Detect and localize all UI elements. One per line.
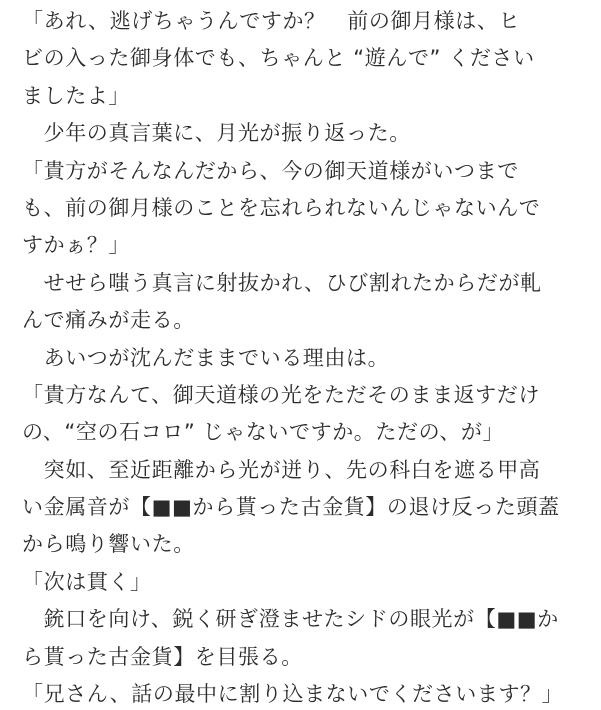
text-line-19: 「兄さん、話の最中に割り込まないでくださいます？」 [22,682,564,707]
text-line-7: すかぁ？」 [22,233,130,258]
story-text [22,0,594,710]
text-line-6: も、前の御月様のことを忘れられないんじゃないんで [22,195,541,220]
text-line-5: 「貴方がそんなんだから、今の御天道様がいつまで [22,158,519,183]
text-line-4: 少年の真言葉に、月光が振り返った。 [22,121,411,146]
text-line-2: ビの入った御身体でも、ちゃんと “遊んで” ください [22,46,535,71]
text-line-13: 突如、至近距離から光が迸り、先の科白を遮る甲高 [22,457,541,482]
text-line-14: い金属音が【■■から貰った古金貨】の退け反った頭蓋 [22,495,560,520]
text-line-11: 「貴方なんて、御天道様の光をただそのまま返すだけ [22,382,540,407]
text-line-3: ましたよ」 [22,83,130,108]
text-line-17: 銃口を向け、鋭く研ぎ澄ませたシドの眼光が【■■か [22,607,559,632]
text-line-15: から鳴り響いた。 [22,532,195,557]
text-line-16: 「次は貫く」 [22,569,152,594]
text-line-18: ら貰った古金貨】を目張る。 [22,644,303,669]
text-line-8: せせら嗤う真言に射抜かれ、ひび割れたからだが軋 [22,270,542,295]
text-line-10: あいつが沈んだままでいる理由は。 [22,345,390,370]
text-line-12: の、“空の石コロ” じゃないですか。ただの、が」 [22,420,505,445]
text-line-9: んで痛みが走る。 [22,308,195,333]
text-line-1: 「あれ、逃げちゃうんですか？ 前の御月様は、ヒ [22,9,521,33]
